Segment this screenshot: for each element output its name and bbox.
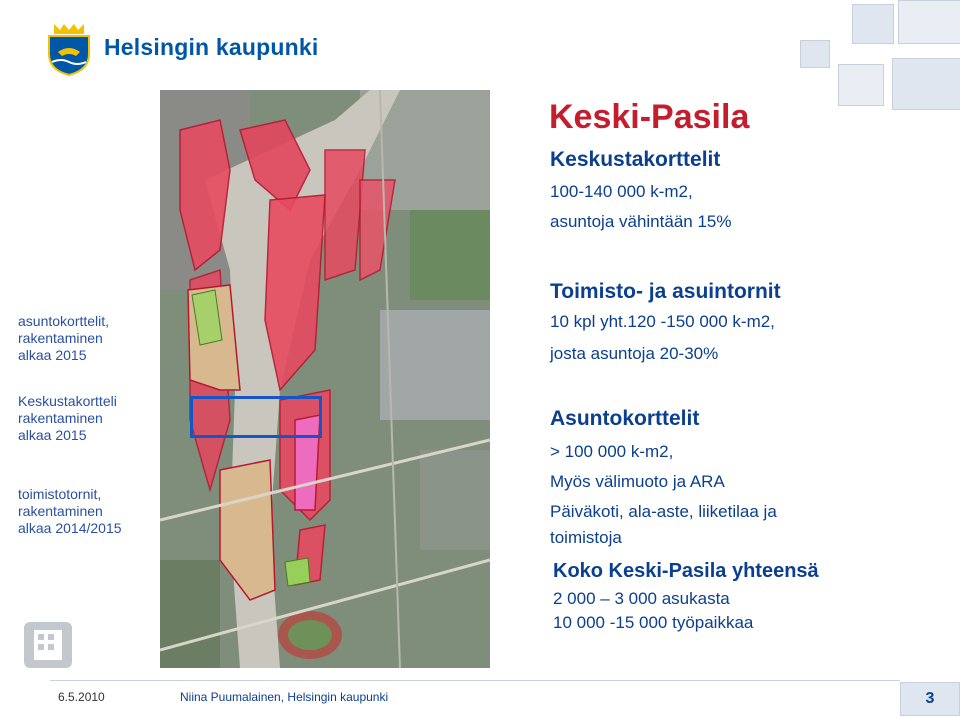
section-heading-asuntokorttelit: Asuntokorttelit [550,407,700,430]
section-text: josta asuntoja 20-30% [550,344,719,363]
side-label-line: asuntokorttelit, [18,313,110,329]
section-text: 100-140 000 k-m2, [550,182,693,201]
side-label-line: alkaa 2015 [18,427,87,443]
side-label-toimistotornit [12,482,160,550]
section-heading-toimisto: Toimisto- ja asuintornit [550,280,781,303]
total-text: 10 000 -15 000 työpaikkaa [553,613,754,632]
side-label-line: rakentaminen [18,503,103,519]
helsinki-crest-icon [46,22,92,76]
section-heading-keskustakorttelit: Keskustakorttelit [550,148,721,171]
total-text: 2 000 – 3 000 asukasta [553,589,730,608]
side-label-line: Keskustakortteli [18,393,117,409]
total-heading: Koko Keski-Pasila yhteensä [553,560,819,582]
section-text: asuntoja vähintään 15% [550,212,732,231]
side-label-line: alkaa 2014/2015 [18,520,122,536]
footer-date: 6.5.2010 [58,690,105,704]
footer-author: Niina Puumalainen, Helsingin kaupunki [180,690,389,704]
side-label-asuntokorttelit [12,309,160,369]
side-label-line: rakentaminen [18,410,103,426]
brand-name: Helsingin kaupunki [104,34,319,60]
side-label-line: toimistotornit, [18,486,102,502]
footer [0,680,960,716]
building-icon [24,622,72,668]
selected-block-highlight [190,396,322,438]
page-number: 3 [900,682,960,716]
side-label-keskustakortteli [12,389,160,453]
section-text: toimistoja [550,528,622,547]
decorative-squares [780,0,960,110]
side-label-line: alkaa 2015 [18,347,87,363]
aerial-map [160,90,490,668]
section-text: Myös välimuoto ja ARA [550,472,725,491]
page-title: Keski-Pasila [549,98,750,136]
footer-bar [50,680,900,717]
section-text: > 100 000 k-m2, [550,442,674,461]
side-label-line: rakentaminen [18,330,103,346]
section-text: Päiväkoti, ala-aste, liiketilaa ja [550,502,777,521]
section-text: 10 kpl yht.120 -150 000 k-m2, [550,312,775,331]
